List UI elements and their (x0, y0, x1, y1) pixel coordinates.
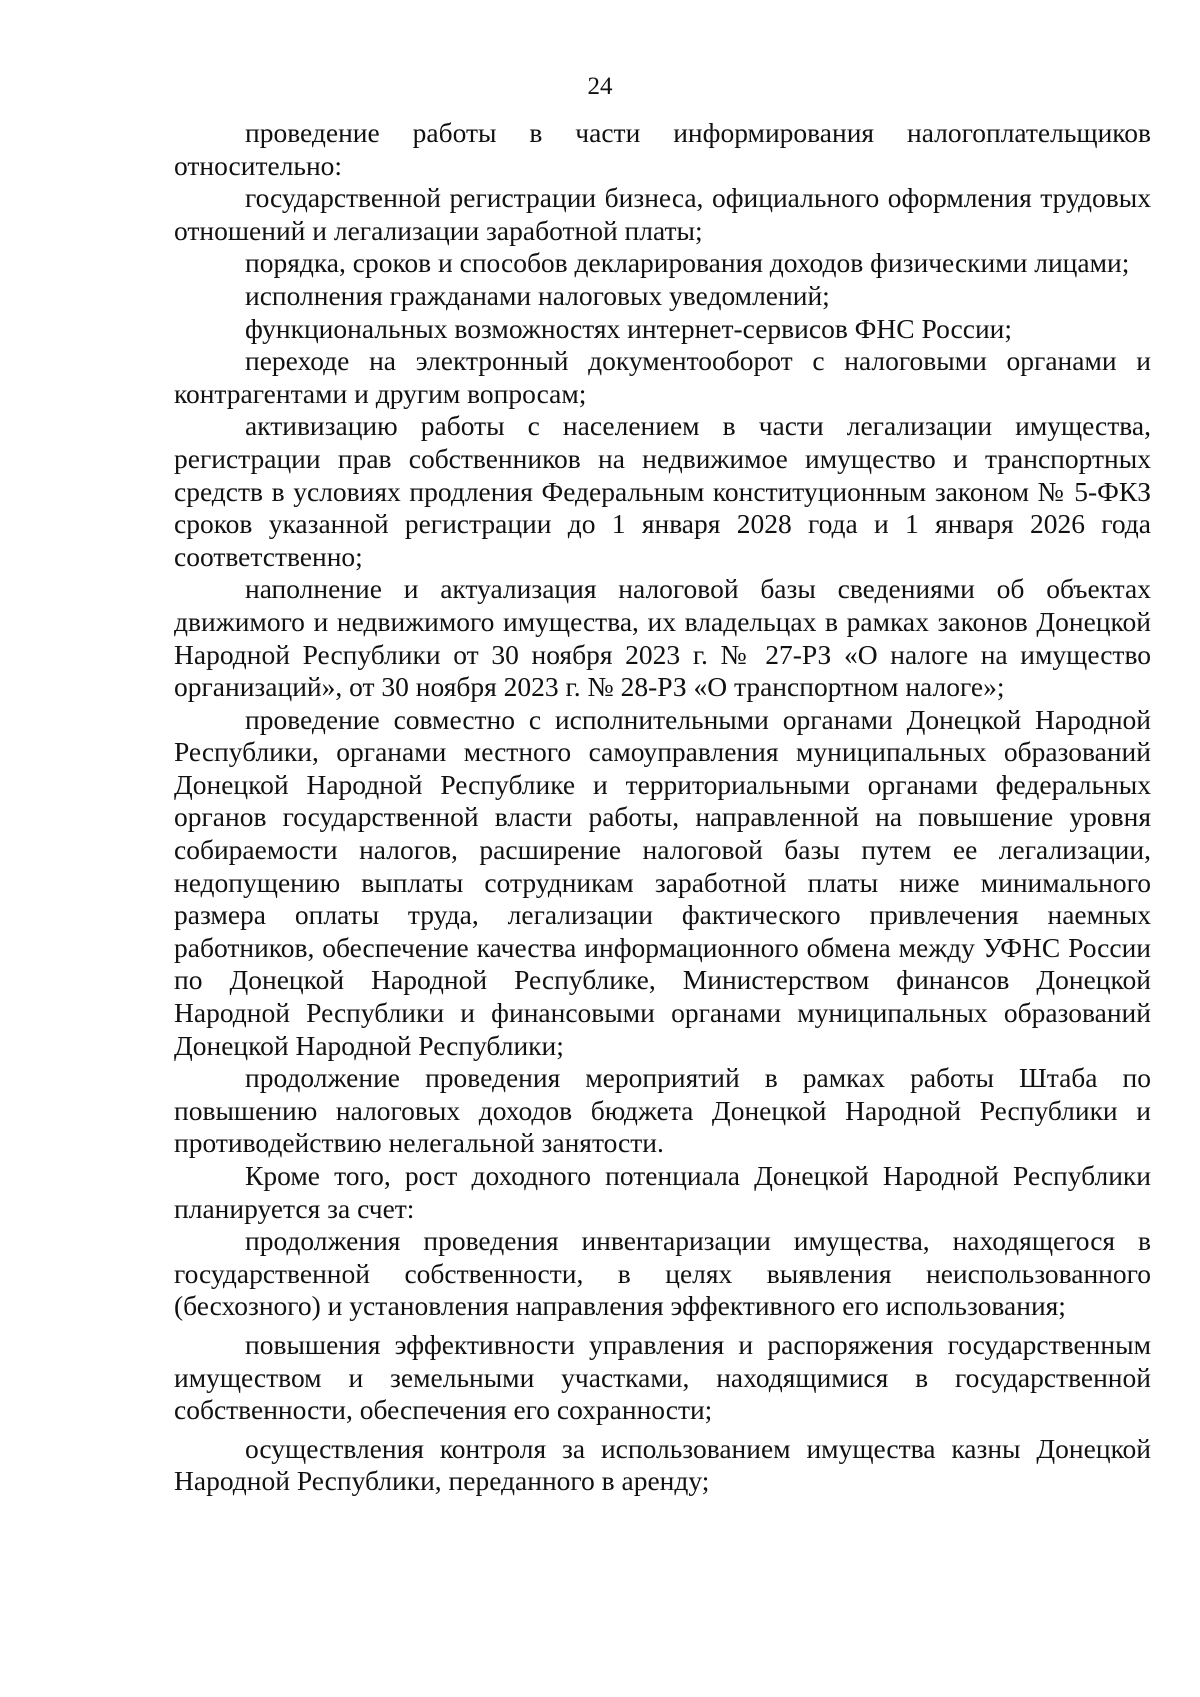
paragraph-revenue-potential: Кроме того, рост доходного потенциала Донецкой Народной Республики планируется за счет: (174, 1160, 1151, 1224)
paragraph-tax-notices: исполнения гражданами налоговых уведомлений; (245, 279, 830, 311)
paragraph-treasury-control: осуществления контроля за использованием имущества казны Донецкой Народной Республики, переданного в аренду; (174, 1432, 1151, 1497)
paragraph-joint-work: проведение совместно с исполнительными органами Донецкой Народной Республики, органами местного самоуправления муниципальных образований Донецкой Народной Республике и территориальными органами федеральных органов государственной власти работы, направленной на повышение уровня собираемости налогов, расширение налоговой базы путем ее легализации, недопущению выплаты сотрудникам заработной платы ниже минимального размера оплаты труда, легализации фактического привлечения наемных работников, обеспечение качества информационного обмена между УФНС России по Донецкой Народной Республике, Министерством финансов Донецкой Народной Республики и финансовыми органами муниципальных образований Донецкой Народной Республики; (174, 703, 1151, 1061)
paragraph-headquarters-work: продолжение проведения мероприятий в рамках работы Штаба по повышению налоговых доходов бюджета Донецкой Народной Республики и противодействию нелегальной занятости. (174, 1062, 1151, 1159)
paragraph-tax-base-update: наполнение и актуализация налоговой базы сведениями об объектах движимого и недвижимого имущества, их владельцах в рамках законов Донецкой Народной Республики от 30 ноября 2023 г. № 27-РЗ «О налоге на имущество организаций», от 30 ноября 2023 г. № 28-РЗ «О транспортном налоге»; (174, 573, 1151, 703)
paragraph-fns-services: функциональных возможностях интернет-сервисов ФНС России; (245, 312, 1013, 344)
document-body (174, 117, 1151, 1498)
paragraph-management-efficiency: повышения эффективности управления и распоряжения государственным имуществом и земельными участками, находящимися в государственной собственности, обеспечения его сохранности; (174, 1328, 1151, 1426)
paragraph-business-registration: государственной регистрации бизнеса, официального оформления трудовых отношений и легализации заработной платы; (174, 182, 1151, 246)
paragraph-income-declaration: порядка, сроков и способов декларирования доходов физическими лицами; (245, 247, 1130, 279)
paragraph-property-legalization: активизацию работы с населением в части легализации имущества, регистрации прав собственников на недвижимое имущество и транспортных средств в условиях продления Федеральным конституционным законом № 5-ФКЗ сроков указанной регистрации до 1 января 2028 года и 1 января 2026 года соответственно; (174, 410, 1151, 572)
page-number: 24 (587, 73, 613, 100)
paragraph-informing-taxpayers: проведение работы в части информирования налогоплательщиков относительно: (174, 117, 1151, 181)
paragraph-property-inventory: продолжения проведения инвентаризации имущества, находящегося в государственной собственности, в целях выявления неиспользованного (бесхозного) и установления направления эффективного его использования; (174, 1225, 1151, 1322)
paragraph-electronic-workflow: переходе на электронный документооборот с налоговыми органами и контрагентами и другим вопросам; (174, 345, 1151, 409)
